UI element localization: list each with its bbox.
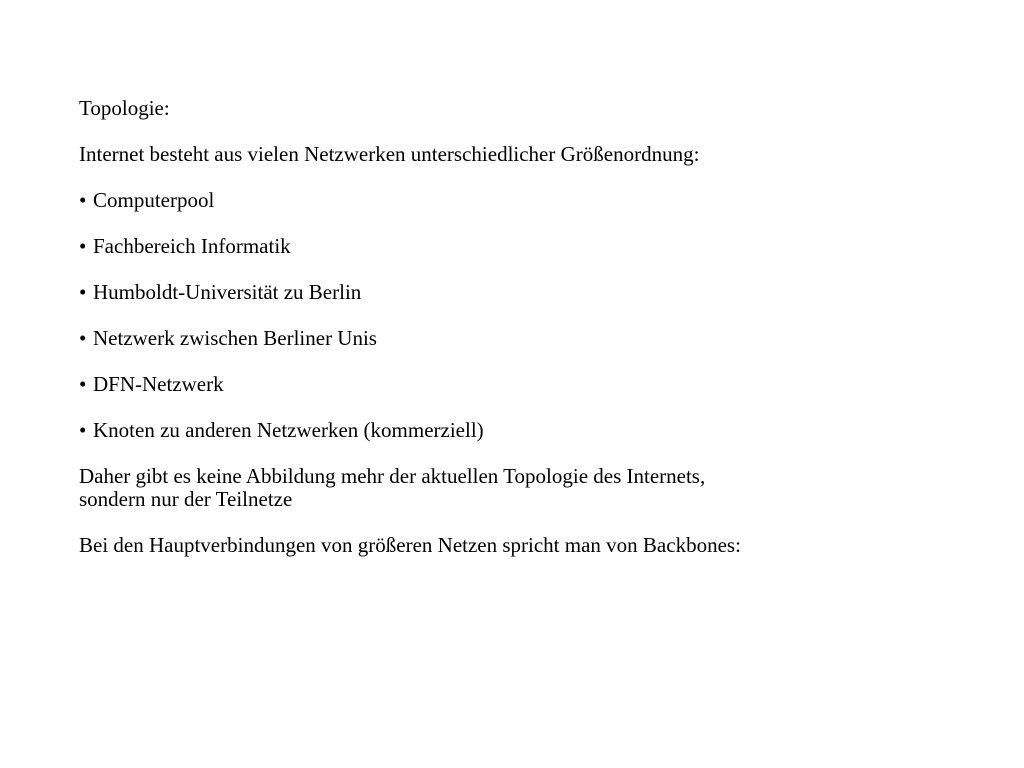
- list-item: [79, 281, 909, 304]
- list-item: [79, 419, 909, 442]
- conclusion-line-2: sondern nur der Teilnetze: [79, 487, 293, 511]
- list-item-label: Computerpool: [93, 188, 215, 212]
- bullet-icon: •: [79, 372, 87, 396]
- network-list: [79, 189, 909, 442]
- list-item-label: Netzwerk zwischen Berliner Unis: [93, 326, 377, 350]
- list-item-label: Fachbereich Informatik: [93, 234, 291, 258]
- intro-text: Internet besteht aus vielen Netzwerken unterschiedlicher Größenordnung:: [79, 142, 700, 166]
- conclusion-text: [79, 465, 909, 511]
- slide-content: [79, 97, 909, 580]
- bullet-icon: •: [79, 280, 87, 304]
- list-item: [79, 189, 909, 212]
- list-item-label: Knoten zu anderen Netzwerken (kommerziell): [93, 418, 484, 442]
- list-item-label: Humboldt-Universität zu Berlin: [93, 280, 362, 304]
- list-item: [79, 373, 909, 396]
- list-item: [79, 327, 909, 350]
- bullet-icon: •: [79, 418, 87, 442]
- list-item-label: DFN-Netzwerk: [93, 372, 224, 396]
- backbone-text: Bei den Hauptverbindungen von größeren Netzen spricht man von Backbones:: [79, 533, 741, 557]
- bullet-icon: •: [79, 326, 87, 350]
- bullet-icon: •: [79, 188, 87, 212]
- list-item: [79, 235, 909, 258]
- slide-heading: Topologie:: [79, 96, 170, 120]
- bullet-icon: •: [79, 234, 87, 258]
- conclusion-line-1: Daher gibt es keine Abbildung mehr der aktuellen Topologie des Internets,: [79, 464, 706, 488]
